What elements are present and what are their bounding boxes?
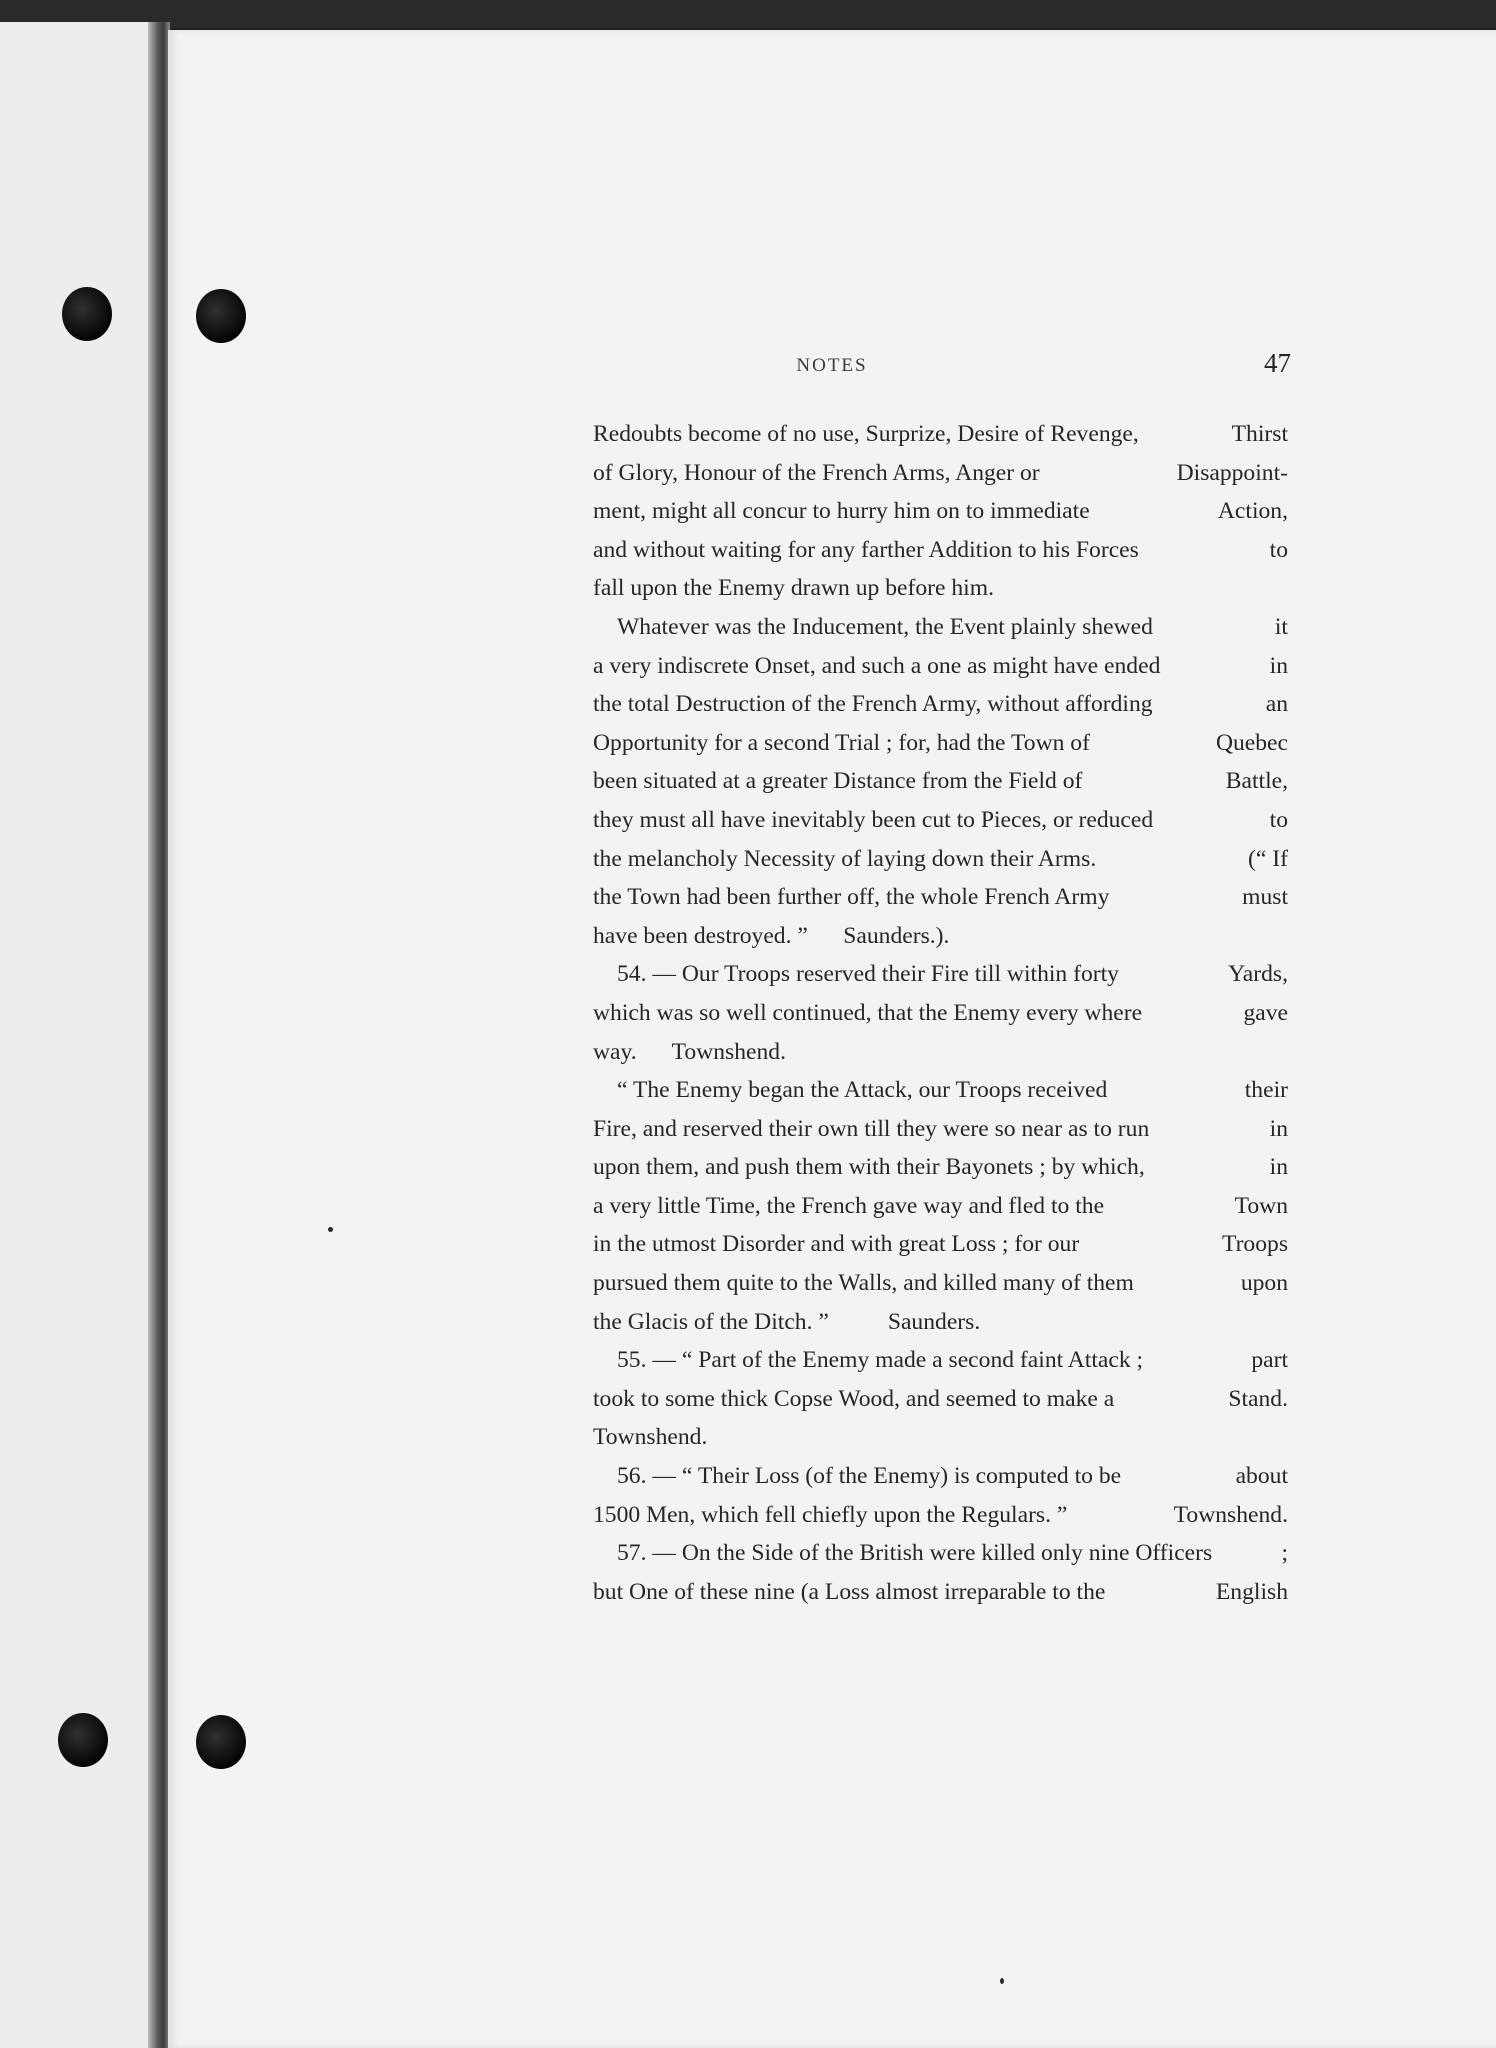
text-line: in the utmost Disorder and with great Loss ; for our Troops	[593, 1231, 1288, 1258]
text-line: 54. — Our Troops reserved their Fire till within forty Yards,	[617, 961, 1288, 988]
text-line: Opportunity for a second Trial ; for, had the Town of Quebec	[593, 729, 1288, 756]
text-line: pursued them quite to the Walls, and killed many of them upon	[593, 1270, 1288, 1297]
text-line: a very indiscrete Onset, and such a one as might have ended in	[593, 652, 1288, 679]
ink-speck	[1000, 1978, 1004, 1984]
text-line: but One of these nine (a Loss almost irreparable to the English	[593, 1578, 1288, 1605]
running-head: NOTES	[796, 355, 868, 376]
scan-border	[0, 0, 1496, 28]
text-line: 57. — On the Side of the British were killed only nine Officers ;	[617, 1540, 1288, 1567]
text-line: upon them, and push them with their Bayonets ; by which, in	[593, 1154, 1288, 1181]
text-line: and without waiting for any farther Addition to his Forces to	[593, 536, 1288, 563]
text-line: Redoubts become of no use, Surprize, Desire of Revenge, Thirst	[593, 421, 1288, 447]
punch-hole-left-top	[62, 287, 112, 341]
text-line: way. Townshend.	[593, 1038, 786, 1065]
book-page	[168, 30, 1496, 2048]
text-line: fall upon the Enemy drawn up before him.	[593, 575, 994, 602]
text-line: a very little Time, the French gave way and fled to the Town	[593, 1192, 1288, 1219]
text-line: ment, might all concur to hurry him on to immediate Action,	[593, 498, 1288, 525]
text-line: the total Destruction of the French Army, without affording an	[593, 691, 1288, 718]
text-line: they must all have inevitably been cut to Pieces, or reduced to	[593, 806, 1288, 833]
text-line: been situated at a greater Distance from the Field of Battle,	[593, 768, 1288, 795]
text-line: 56. — “ Their Loss (of the Enemy) is computed to be about	[617, 1463, 1288, 1490]
ink-speck	[328, 1227, 333, 1232]
text-line: 55. — “ Part of the Enemy made a second faint Attack ; part	[617, 1347, 1288, 1374]
text-line: took to some thick Copse Wood, and seemed to make a Stand.	[593, 1385, 1288, 1412]
text-line: of Glory, Honour of the French Arms, Anger or Disappoint-	[593, 459, 1288, 486]
punch-hole-left-bottom	[58, 1713, 108, 1767]
page-number: 47	[1264, 348, 1291, 378]
text-line: Townshend.	[593, 1424, 708, 1451]
text-line: have been destroyed. ” Saunders.).	[593, 922, 950, 949]
text-line: 1500 Men, which fell chiefly upon the Regulars. ” Townshend.	[593, 1501, 1288, 1528]
punch-hole-top	[196, 289, 246, 343]
text-line: which was so well continued, that the Enemy every where gave	[593, 999, 1288, 1026]
text-line: the Glacis of the Ditch. ” Saunders.	[593, 1308, 981, 1335]
text-line: the Town had been further off, the whole French Army must	[593, 884, 1288, 911]
punch-hole-bottom	[196, 1715, 246, 1769]
text-line: “ The Enemy began the Attack, our Troops received their	[617, 1077, 1288, 1104]
binding-shadow	[148, 22, 170, 2048]
body-text	[593, 415, 1288, 1611]
text-line: the melancholy Necessity of laying down their Arms. (“ If	[593, 845, 1288, 872]
text-line: Whatever was the Inducement, the Event plainly shewed it	[617, 613, 1288, 640]
text-line: Fire, and reserved their own till they were so near as to run in	[593, 1115, 1288, 1142]
